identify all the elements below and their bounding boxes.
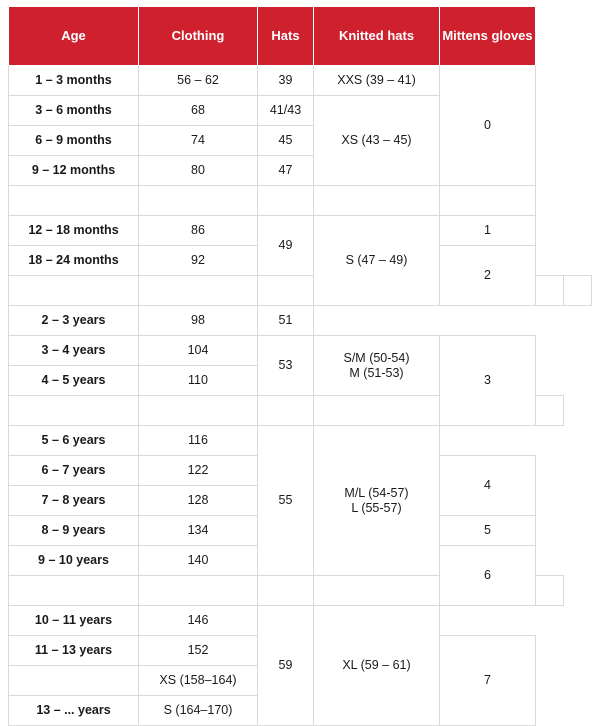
cell-clothing: XS (158–164) xyxy=(139,666,258,696)
cell-knitted-hat: S/M (50-54) M (51-53) xyxy=(314,336,440,396)
cell-age: 9 – 12 months xyxy=(9,156,139,186)
cell-hats: 41/43 xyxy=(258,96,314,126)
gap-cell xyxy=(536,276,564,306)
cell-age: 3 – 4 years xyxy=(9,336,139,366)
cell-hats: 47 xyxy=(258,156,314,186)
cell-age: 4 – 5 years xyxy=(9,366,139,396)
table-group-gap xyxy=(9,186,592,216)
cell-clothing: 146 xyxy=(139,606,258,636)
cell-age: 3 – 6 months xyxy=(9,96,139,126)
cell-mittens-gloves: 4 xyxy=(440,456,536,516)
cell-clothing: 110 xyxy=(139,366,258,396)
cell-mittens-gloves: 6 xyxy=(440,546,536,606)
cell-clothing: 140 xyxy=(139,546,258,576)
gap-cell xyxy=(258,576,314,606)
gap-cell xyxy=(139,396,258,426)
cell-mittens-gloves: 7 xyxy=(440,636,536,726)
cell-clothing: 86 xyxy=(139,216,258,246)
cell-clothing: 128 xyxy=(139,486,258,516)
cell-age: 1 – 3 months xyxy=(9,66,139,96)
cell-hats: 39 xyxy=(258,66,314,96)
cell-age: 11 – 13 years xyxy=(9,636,139,666)
gap-cell xyxy=(258,276,314,306)
gap-cell xyxy=(258,396,314,426)
cell-hats: 55 xyxy=(258,426,314,576)
gap-cell xyxy=(9,186,139,216)
size-chart-table xyxy=(8,6,592,726)
cell-mittens-gloves: 0 xyxy=(440,66,536,186)
cell-clothing: 122 xyxy=(139,456,258,486)
cell-clothing: 68 xyxy=(139,96,258,126)
cell-clothing: 116 xyxy=(139,426,258,456)
table-row xyxy=(9,606,592,636)
table-header xyxy=(9,7,592,66)
gap-cell xyxy=(139,186,258,216)
gap-cell xyxy=(9,276,139,306)
cell-knitted-hat: M/L (54-57) L (55-57) xyxy=(314,426,440,576)
table-row xyxy=(9,216,592,246)
cell-age: 12 – 18 months xyxy=(9,216,139,246)
cell-hats: 53 xyxy=(258,336,314,396)
table-row xyxy=(9,66,592,96)
cell-age: 8 – 9 years xyxy=(9,516,139,546)
cell-hats: 45 xyxy=(258,126,314,156)
cell-age: 7 – 8 years xyxy=(9,486,139,516)
cell-age: 2 – 3 years xyxy=(9,306,139,336)
cell-knitted-hat: XS (43 – 45) xyxy=(314,96,440,186)
cell-mittens-gloves: 2 xyxy=(440,246,536,306)
cell-clothing: 74 xyxy=(139,126,258,156)
cell-hats: 51 xyxy=(258,306,314,336)
cell-age: 6 – 9 months xyxy=(9,126,139,156)
gap-cell xyxy=(139,276,258,306)
cell-age: 10 – 11 years xyxy=(9,606,139,636)
cell-clothing: S (164–170) xyxy=(139,696,258,726)
cell-clothing: 98 xyxy=(139,306,258,336)
cell-clothing: 134 xyxy=(139,516,258,546)
cell-age: 13 – ... years xyxy=(9,696,139,726)
cell-knitted-hat: XXS (39 – 41) xyxy=(314,66,440,96)
gap-cell xyxy=(9,576,139,606)
header-row xyxy=(9,7,592,66)
cell-age: 9 – 10 years xyxy=(9,546,139,576)
column-header-knitted-hats: Knitted hats xyxy=(314,7,440,66)
cell-knitted-hat: XL (59 – 61) xyxy=(314,606,440,726)
cell-hats: 59 xyxy=(258,606,314,726)
cell-mittens-gloves: 5 xyxy=(440,516,536,546)
cell-age: 6 – 7 years xyxy=(9,456,139,486)
cell-knitted-hat: S (47 – 49) xyxy=(314,216,440,306)
cell-clothing: 92 xyxy=(139,246,258,276)
column-header-age: Age xyxy=(9,7,139,66)
column-header-clothing: Clothing xyxy=(139,7,258,66)
gap-cell xyxy=(258,186,314,216)
cell-age: 18 – 24 months xyxy=(9,246,139,276)
cell-clothing: 152 xyxy=(139,636,258,666)
gap-cell xyxy=(564,276,592,306)
table-body xyxy=(9,66,592,726)
cell-clothing: 80 xyxy=(139,156,258,186)
gap-cell xyxy=(314,186,440,216)
gap-cell xyxy=(139,576,258,606)
column-header-hats: Hats xyxy=(258,7,314,66)
gap-cell xyxy=(9,396,139,426)
gap-cell xyxy=(440,186,536,216)
cell-age xyxy=(9,666,139,696)
table-row xyxy=(9,306,592,336)
cell-mittens-gloves: 1 xyxy=(440,216,536,246)
table-row xyxy=(9,426,592,456)
table-row xyxy=(9,336,592,366)
cell-mittens-gloves: 3 xyxy=(440,336,536,426)
cell-hats: 49 xyxy=(258,216,314,276)
cell-clothing: 56 – 62 xyxy=(139,66,258,96)
gap-cell xyxy=(536,396,564,426)
cell-clothing: 104 xyxy=(139,336,258,366)
gap-cell xyxy=(536,576,564,606)
column-header-mittens-gloves: Mittens gloves xyxy=(440,7,536,66)
cell-age: 5 – 6 years xyxy=(9,426,139,456)
gap-cell xyxy=(314,576,440,606)
gap-cell xyxy=(314,396,440,426)
